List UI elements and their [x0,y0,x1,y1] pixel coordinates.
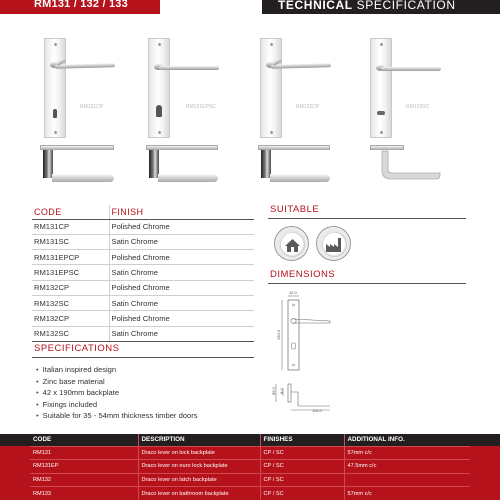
backplate [148,38,170,138]
side-view-lever [270,174,330,182]
finish-cell: Polished Chrome [109,280,254,295]
list-item: • Italian inspired design [36,364,198,376]
c2-dimension: 8.0 [279,388,284,394]
code-cell: RM132SC [32,326,109,341]
side-view-lever [158,174,218,182]
table-row [32,295,254,310]
table-row [30,446,470,460]
finish-cell: Satin Chrome [109,295,254,310]
product-codes-title: RM131 / 132 / 133 [34,0,128,10]
product-label: RM131EPSC [186,104,216,110]
c1-dimension: 85.0 [271,387,276,395]
code-cell: RM132 [30,473,138,487]
side-view-plate [146,145,218,150]
domestic-house-icon [274,226,309,261]
description-cell: Draco lever on bathroom backplate [138,487,260,500]
code-cell: RM131SC [32,234,109,249]
code-cell: RM131EP [30,460,138,474]
technical-specification-title: TECHNICAL SPECIFICATION [278,0,456,12]
description-cell: Draco lever on latch backplate [138,473,260,487]
divider [268,283,466,284]
specifications-list [36,364,198,422]
table-row [32,311,254,326]
lever-handle [55,63,115,69]
code-cell: RM132CP [32,280,109,295]
finish-cell: Polished Chrome [109,250,254,265]
column-header-description: DESCRIPTION [138,434,260,446]
backplate-outline [288,300,299,370]
side-view-plate [40,145,114,150]
code-cell: RM132CP [32,311,109,326]
info-cell: 57mm c/c [344,446,470,460]
finishes-cell: CP / SC [260,446,344,460]
finishes-cell: CP / SC [260,473,344,487]
column-header-code: CODE [32,205,109,219]
info-cell [344,473,470,487]
width-dimension: 42.0 [289,290,297,295]
table-row [32,219,254,234]
backplate [370,38,392,138]
suitable-title: SUITABLE [270,204,320,215]
finish-cell: Satin Chrome [109,326,254,341]
code-cell: RM131 [30,446,138,460]
finish-cell: Satin Chrome [109,234,254,249]
table-row [32,234,254,249]
column-header-finish: FINISH [109,205,254,219]
dimensions-drawing [268,288,358,413]
list-item: • Zinc base material [36,376,198,388]
specifications-title: SPECIFICATIONS [34,343,120,354]
column-header-code: CODE [33,436,52,444]
code-cell: RM133 [30,487,138,500]
projection-dimension: 115.0 [312,408,322,413]
table-row [32,250,254,265]
header-bar [0,0,500,14]
side-view-lever [52,174,114,182]
commercial-factory-icon [316,226,351,261]
code-finish-table [32,205,254,342]
height-dimension: 190.0 [276,329,281,340]
list-item: • 42 x 190mm backplate [36,387,198,399]
code-cell: RM131CP [32,219,109,234]
side-view-plate [258,145,330,150]
column-header-finishes: FINISHES [260,434,344,446]
lever-handle [381,67,441,71]
lever-handle [159,66,219,70]
table-row [32,326,254,341]
finishes-cell: CP / SC [260,487,344,500]
description-cell: Draco lever on lock backplate [138,446,260,460]
side-view-lever [370,145,442,185]
backplate [44,38,66,138]
list-item: • Suitable for 35 - 54mm thickness timber doors [36,410,198,422]
backplate [260,38,282,138]
info-cell: 47.5mm c/c [344,460,470,474]
divider [268,218,466,219]
finish-cell: Polished Chrome [109,219,254,234]
description-cell: Draco lever on euro lock backplate [138,460,260,474]
dimensions-title: DIMENSIONS [270,269,336,280]
divider [32,357,254,358]
table-row [32,280,254,295]
product-label: RM132CP [296,104,320,110]
table-row [32,265,254,280]
product-label: RM131CP [80,104,104,110]
column-header-additional-info: ADDITIONAL INFO. [344,434,470,446]
table-row [30,460,470,474]
code-cell: RM131EPCP [32,250,109,265]
table-row [30,473,470,487]
product-label: RM133SC [406,104,430,110]
table-row [30,487,470,500]
code-cell: RM131EPSC [32,265,109,280]
product-summary-table [30,434,470,500]
code-cell: RM132SC [32,295,109,310]
info-cell: 57mm c/c [344,487,470,500]
lever-handle [271,63,331,69]
finishes-cell: CP / SC [260,460,344,474]
list-item: • Fixings included [36,399,198,411]
finish-cell: Satin Chrome [109,265,254,280]
finish-cell: Polished Chrome [109,311,254,326]
